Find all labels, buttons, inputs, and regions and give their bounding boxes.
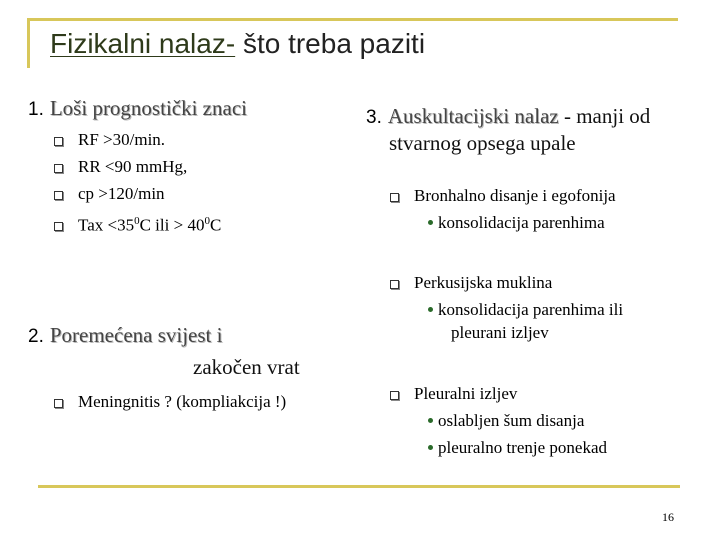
dot-bullet-icon bbox=[428, 307, 433, 312]
sub-item-continued: pleurani izljev bbox=[451, 323, 549, 342]
sub-item-text: pleuralno trenje ponekad bbox=[438, 438, 607, 457]
title-rest: što treba paziti bbox=[235, 28, 426, 59]
checkbox-bullet-icon bbox=[54, 137, 63, 146]
tax-sup-1: 0 bbox=[134, 215, 140, 227]
dot-bullet-icon bbox=[428, 445, 433, 450]
checkbox-bullet-icon bbox=[390, 391, 399, 400]
heading-2-text: Poremećena svijest i bbox=[49, 323, 223, 347]
checkbox-bullet-icon bbox=[54, 399, 63, 408]
tax-part-a: Tax <35 bbox=[78, 215, 135, 235]
sub-item bbox=[428, 411, 584, 431]
heading-1-text: Loši prognostički znaci bbox=[49, 96, 247, 120]
list-item: RR <90 mmHg, bbox=[78, 157, 188, 176]
footer-rule bbox=[38, 485, 680, 488]
sub-item bbox=[428, 300, 623, 320]
page-number: 16 bbox=[662, 510, 674, 524]
list-item-tax bbox=[78, 215, 221, 236]
checkbox-bullet-icon bbox=[54, 191, 63, 200]
checkbox-bullet-icon bbox=[390, 193, 399, 202]
heading-2-number: 2. bbox=[28, 326, 44, 347]
group-label: Perkusijska muklina bbox=[414, 273, 553, 292]
group-label: Bronhalno disanje i egofonija bbox=[414, 186, 616, 205]
sub-item-text: oslabljen šum disanja bbox=[438, 411, 585, 430]
tax-part-b: C ili > 40 bbox=[139, 215, 205, 235]
heading-1-number: 1. bbox=[28, 99, 44, 120]
sub-item bbox=[428, 213, 605, 233]
tax-sup-2: 0 bbox=[204, 215, 210, 227]
heading-3 bbox=[366, 104, 650, 129]
checkbox-bullet-icon bbox=[390, 280, 399, 289]
dot-bullet-icon bbox=[428, 418, 433, 423]
heading-2 bbox=[28, 323, 222, 348]
heading-2-continued: zakočen vrat bbox=[193, 355, 300, 379]
sub-item-text: konsolidacija parenhima ili bbox=[438, 300, 624, 319]
tax-part-c: C bbox=[209, 215, 222, 235]
list-item: Meningnitis ? (kompliakcija !) bbox=[78, 392, 287, 411]
list-item: cp >120/min bbox=[78, 184, 165, 203]
heading-3-rest: - manji od bbox=[558, 104, 651, 128]
group-label: Pleuralni izljev bbox=[414, 384, 518, 403]
frame-top-rule bbox=[28, 18, 678, 21]
slide-title bbox=[50, 28, 425, 60]
list-item: RF >30/min. bbox=[78, 130, 166, 149]
heading-3-continued: stvarnog opsega upale bbox=[389, 131, 576, 155]
heading-3-number: 3. bbox=[366, 107, 382, 128]
checkbox-bullet-icon bbox=[54, 222, 63, 231]
sub-item-text: konsolidacija parenhima bbox=[438, 213, 605, 232]
dot-bullet-icon bbox=[428, 220, 433, 225]
checkbox-bullet-icon bbox=[54, 164, 63, 173]
sub-item bbox=[428, 438, 607, 458]
heading-1 bbox=[28, 96, 247, 121]
frame-vertical-rule bbox=[27, 18, 30, 68]
title-underlined: Fizikalni nalaz- bbox=[50, 28, 236, 59]
heading-3-text: Auskultacijski nalaz bbox=[387, 104, 559, 128]
